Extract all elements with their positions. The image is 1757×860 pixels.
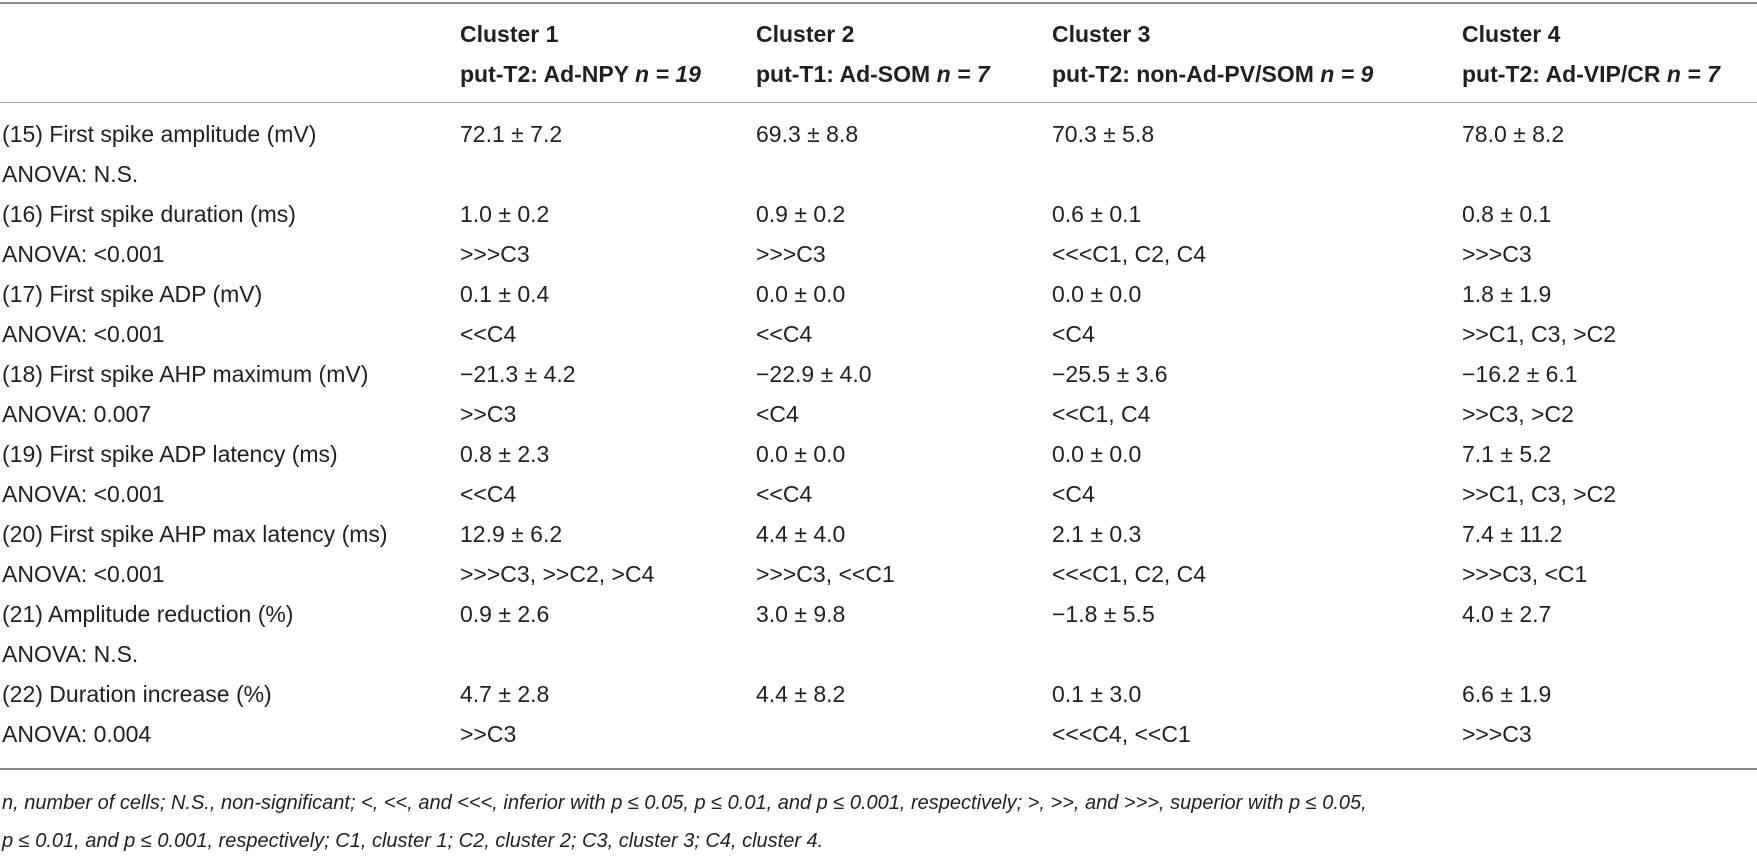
table-row: [0, 554, 1757, 594]
table-row: [0, 674, 1757, 714]
cluster-2-cell: 0.0 ± 0.0: [756, 441, 846, 467]
subtitle-text: put-T1: Ad-SOM: [756, 61, 937, 87]
table-row: [0, 714, 1757, 754]
row-label: (15) First spike amplitude (mV): [2, 121, 317, 147]
table-header: [0, 0, 1757, 102]
column-title-cluster-4: Cluster 4: [1462, 21, 1561, 47]
cluster-2-cell: 0.0 ± 0.0: [756, 281, 846, 307]
table-row: [0, 594, 1757, 634]
cluster-3-cell: <C4: [1052, 321, 1095, 347]
cluster-1-cell: 4.7 ± 2.8: [460, 681, 550, 707]
cluster-4-cell: >>>C3, <C1: [1462, 561, 1588, 587]
cluster-1-cell: 0.1 ± 0.4: [460, 281, 550, 307]
cluster-1-cell: <<C4: [460, 481, 517, 507]
cluster-3-cell: 0.6 ± 0.1: [1052, 201, 1142, 227]
cluster-2-cell: 69.3 ± 8.8: [756, 121, 859, 147]
table-row: [0, 234, 1757, 274]
column-subtitle-cluster-4: [1462, 54, 1720, 94]
row-label: (21) Amplitude reduction (%): [2, 601, 294, 627]
cluster-3-cell: <<<C1, C2, C4: [1052, 561, 1207, 587]
cluster-3-cell: <C4: [1052, 481, 1095, 507]
cell-count: n = 19: [635, 61, 701, 87]
cluster-2-cell: >>>C3: [756, 241, 826, 267]
row-label: (22) Duration increase (%): [2, 681, 272, 707]
cluster-1-cell: −21.3 ± 4.2: [460, 361, 576, 387]
cluster-3-cell: −25.5 ± 3.6: [1052, 361, 1168, 387]
cluster-2-cell: 0.9 ± 0.2: [756, 201, 846, 227]
cluster-1-cell: >>>C3, >>C2, >C4: [460, 561, 655, 587]
cluster-4-cell: >>C3, >C2: [1462, 401, 1574, 427]
column-subtitle-cluster-1: [460, 54, 701, 94]
cluster-1-cell: >>C3: [460, 401, 517, 427]
column-subtitle-cluster-3: [1052, 54, 1373, 94]
cluster-4-cell: >>C1, C3, >C2: [1462, 321, 1617, 347]
row-label: (17) First spike ADP (mV): [2, 281, 263, 307]
row-label: ANOVA: N.S.: [2, 161, 139, 187]
cluster-1-cell: 72.1 ± 7.2: [460, 121, 563, 147]
cluster-2-cell: <<C4: [756, 321, 813, 347]
cluster-4-cell: 0.8 ± 0.1: [1462, 201, 1552, 227]
cluster-4-cell: >>>C3: [1462, 721, 1532, 747]
cluster-4-cell: >>>C3: [1462, 241, 1532, 267]
cluster-3-cell: 2.1 ± 0.3: [1052, 521, 1142, 547]
cluster-3-cell: <<<C4, <<C1: [1052, 721, 1191, 747]
table-row: [0, 354, 1757, 394]
table-row: [0, 394, 1757, 434]
row-label: (18) First spike AHP maximum (mV): [2, 361, 369, 387]
column-title-cluster-3: Cluster 3: [1052, 21, 1151, 47]
cluster-1-cell: 0.8 ± 2.3: [460, 441, 550, 467]
row-label: ANOVA: 0.007: [2, 401, 152, 427]
table-row: [0, 634, 1757, 674]
cluster-2-cell: >>>C3, <<C1: [756, 561, 895, 587]
table-body: [0, 114, 1757, 754]
row-label: ANOVA: <0.001: [2, 561, 165, 587]
cluster-2-cell: <C4: [756, 401, 799, 427]
cluster-1-cell: 0.9 ± 2.6: [460, 601, 550, 627]
cluster-3-cell: 0.1 ± 3.0: [1052, 681, 1142, 707]
header-rule: [0, 102, 1757, 103]
bottom-rule: [0, 768, 1757, 770]
table-row: [0, 514, 1757, 554]
subtitle-text: put-T2: Ad-VIP/CR: [1462, 61, 1667, 87]
cell-count: n = 9: [1320, 61, 1374, 87]
cluster-1-cell: 1.0 ± 0.2: [460, 201, 550, 227]
cluster-1-cell: 12.9 ± 6.2: [460, 521, 563, 547]
cluster-3-cell: 0.0 ± 0.0: [1052, 441, 1142, 467]
cluster-2-cell: 3.0 ± 9.8: [756, 601, 846, 627]
cluster-2-cell: 4.4 ± 4.0: [756, 521, 846, 547]
cluster-3-cell: −1.8 ± 5.5: [1052, 601, 1155, 627]
table-footnote: [2, 784, 1752, 860]
cluster-2-cell: −22.9 ± 4.0: [756, 361, 872, 387]
cluster-2-cell: <<C4: [756, 481, 813, 507]
row-label: (20) First spike AHP max latency (ms): [2, 521, 388, 547]
cluster-3-cell: <<C1, C4: [1052, 401, 1151, 427]
row-label: (16) First spike duration (ms): [2, 201, 296, 227]
table-row: [0, 194, 1757, 234]
row-label: ANOVA: 0.004: [2, 721, 152, 747]
cluster-4-cell: 1.8 ± 1.9: [1462, 281, 1552, 307]
cluster-4-cell: 7.4 ± 11.2: [1462, 521, 1563, 547]
cluster-4-cell: 4.0 ± 2.7: [1462, 601, 1552, 627]
cluster-4-cell: −16.2 ± 6.1: [1462, 361, 1578, 387]
subtitle-text: put-T2: non-Ad-PV/SOM: [1052, 61, 1321, 87]
column-title-cluster-2: Cluster 2: [756, 21, 855, 47]
cell-count: n = 7: [936, 61, 990, 87]
cluster-4-cell: >>C1, C3, >C2: [1462, 481, 1617, 507]
column-title-cluster-1: Cluster 1: [460, 21, 559, 47]
row-label: (19) First spike ADP latency (ms): [2, 441, 338, 467]
cluster-3-cell: 70.3 ± 5.8: [1052, 121, 1155, 147]
table-row: [0, 314, 1757, 354]
cluster-4-cell: 78.0 ± 8.2: [1462, 121, 1565, 147]
table-row: [0, 434, 1757, 474]
row-label: ANOVA: <0.001: [2, 241, 165, 267]
cluster-4-cell: 7.1 ± 5.2: [1462, 441, 1552, 467]
table-row: [0, 474, 1757, 514]
row-label: ANOVA: N.S.: [2, 641, 139, 667]
row-label: ANOVA: <0.001: [2, 481, 165, 507]
cluster-1-cell: >>>C3: [460, 241, 530, 267]
cell-count: n = 7: [1666, 61, 1720, 87]
table-row: [0, 274, 1757, 314]
footnote-line-2: p ≤ 0.01, and p ≤ 0.001, respectively; C1, cluster 1; C2, cluster 2; C3, cluster 3; C4, cluster 4.: [2, 830, 824, 852]
footnote-line-1: n, number of cells; N.S., non-significant; <, <<, and <<<, inferior with p ≤ 0.05, p ≤ 0.01, and p ≤ 0.001, respectively; >, >>, and >>>, superior with p ≤ 0.05,: [2, 792, 1367, 814]
subtitle-text: put-T2: Ad-NPY: [460, 61, 636, 87]
cluster-2-cell: 4.4 ± 8.2: [756, 681, 846, 707]
table-row: [0, 154, 1757, 194]
row-label: ANOVA: <0.001: [2, 321, 165, 347]
column-subtitle-cluster-2: [756, 54, 990, 94]
cluster-4-cell: 6.6 ± 1.9: [1462, 681, 1552, 707]
cluster-3-cell: <<<C1, C2, C4: [1052, 241, 1207, 267]
cluster-1-cell: <<C4: [460, 321, 517, 347]
cluster-1-cell: >>C3: [460, 721, 517, 747]
table-row: [0, 114, 1757, 154]
cluster-3-cell: 0.0 ± 0.0: [1052, 281, 1142, 307]
